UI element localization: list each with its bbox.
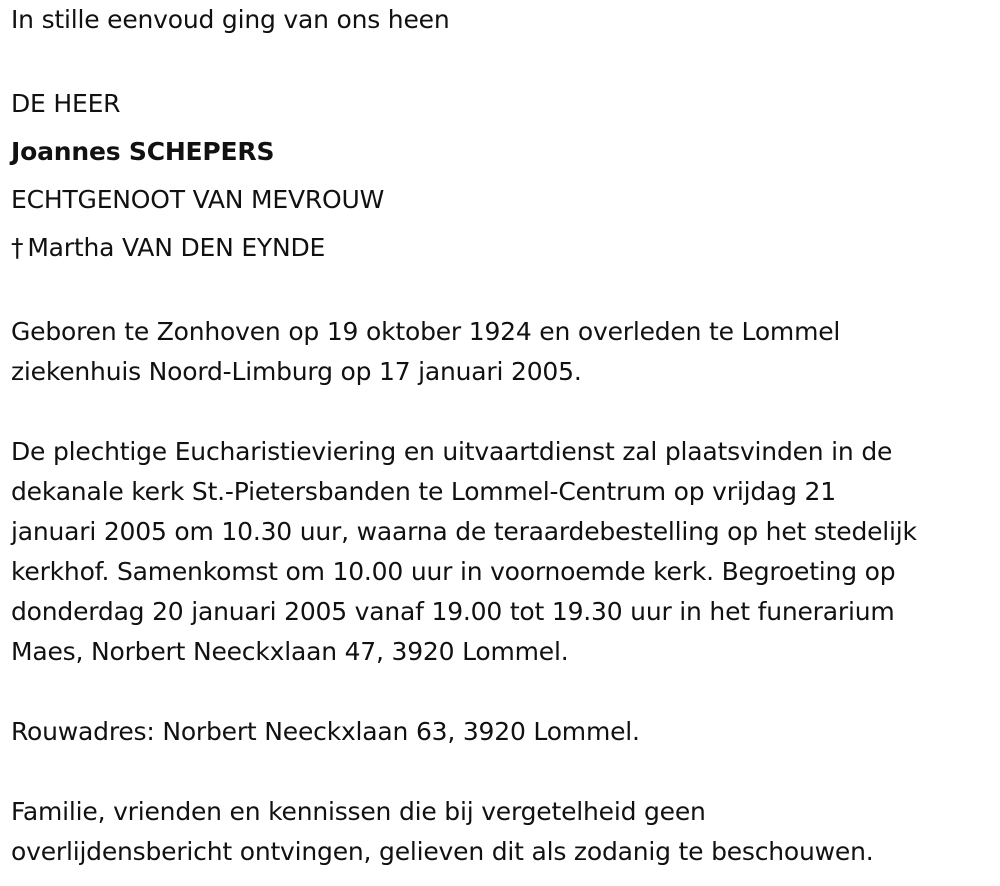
ceremony-line: De plechtige Eucharistieviering en uitvaartdienst zal plaatsvinden in de [11,437,893,466]
title-text: DE HEER [11,89,121,118]
spacer [11,752,996,792]
cross-icon: † [11,233,24,262]
ceremony-line: donderdag 20 januari 2005 vanaf 19.00 tot 19.30 uur in het funerarium [11,597,895,626]
deceased-name: Joannes SCHEPERS [11,137,275,166]
address-line: Rouwadres: Norbert Neeckxlaan 63, 3920 Lommel. [11,717,640,746]
spacer [11,34,996,80]
closing-line: Familie, vrienden en kennissen die bij vergetelheid geen [11,797,706,826]
ceremony-line: januari 2005 om 10.30 uur, waarna de teraardebestelling op het stedelijk [11,517,917,546]
spacer [11,392,996,432]
ceremony-line: Maes, Norbert Neeckxlaan 47, 3920 Lommel. [11,637,569,666]
spouse-name: Martha VAN DEN EYNDE [27,233,326,262]
ceremony-line: kerkhof. Samenkomst om 10.00 uur in voornoemde kerk. Begroeting op [11,557,896,586]
spacer [11,272,996,312]
spouse-line [11,224,996,272]
death-notice [11,0,996,872]
closing-line: overlijdensbericht ontvingen, gelieven dit als zodanig te beschouwen. [11,837,874,866]
relation-text: ECHTGENOOT VAN MEVROUW [11,185,385,214]
birth-death-line: ziekenhuis Noord-Limburg op 17 januari 2005. [11,357,582,386]
spacer [11,672,996,712]
ceremony-line: dekanale kerk St.-Pietersbanden te Lommel-Centrum op vrijdag 21 [11,477,836,506]
intro-text: In stille eenvoud ging van ons heen [11,5,450,34]
birth-death-line: Geboren te Zonhoven op 19 oktober 1924 en overleden te Lommel [11,317,841,346]
